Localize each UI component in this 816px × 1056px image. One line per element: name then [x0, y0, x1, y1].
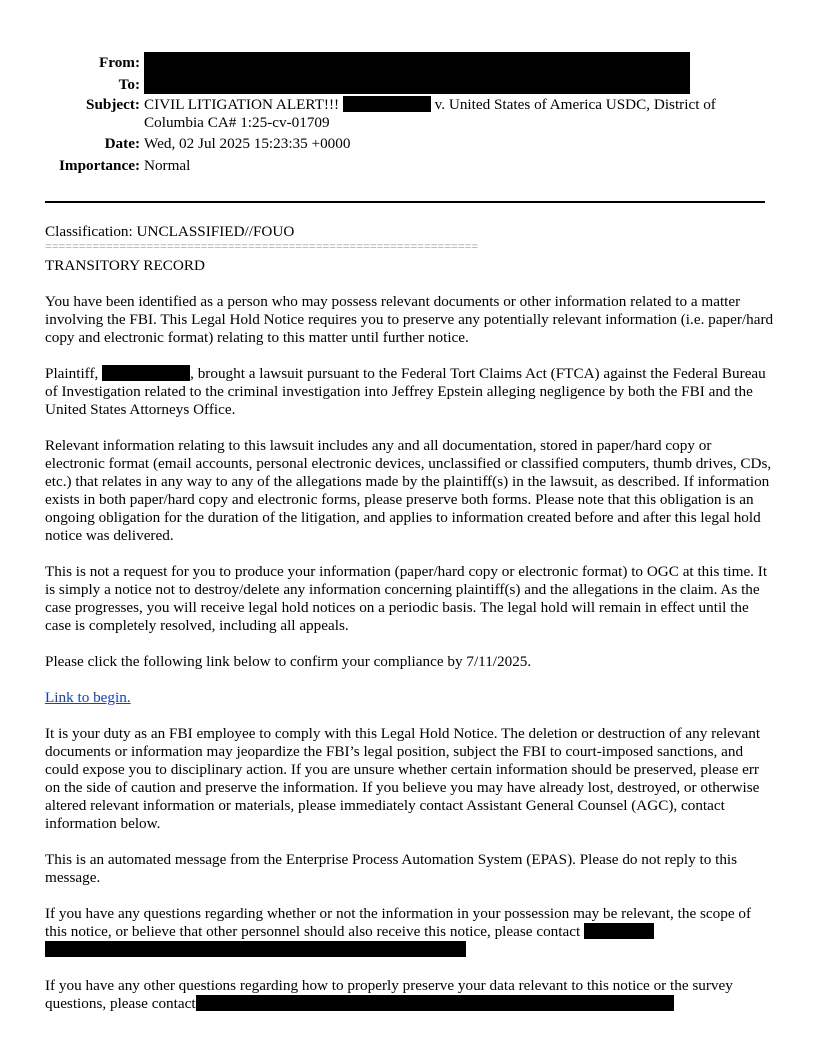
paragraph-plaintiff	[45, 365, 775, 419]
paragraph-confirm: Please click the following link below to confirm your compliance by 7/11/2025.	[45, 653, 532, 670]
subject-label: Subject:	[86, 96, 140, 113]
other-questions-text: If you have any other questions regarding how to properly preserve your data relevant to this notice or the survey questions, please contact	[45, 977, 733, 1012]
importance-row	[0, 157, 816, 175]
paragraph-identified: You have been identified as a person who may possess relevant documents or other information related to a matter involving the FBI. This Legal Hold Notice requires you to preserve any potentially relevant information (i.e. paper/hard copy and electronic format) relating to this matter until further notice.	[45, 293, 774, 346]
redaction-contact-1a	[584, 923, 654, 939]
paragraph-questions	[45, 905, 775, 959]
redaction-from	[144, 52, 690, 74]
redaction-subject	[343, 96, 431, 112]
header-divider	[45, 201, 765, 203]
paragraph-relevant-information: Relevant information relating to this lawsuit includes any and all documentation, stored in paper/hard copy or electronic format (email accounts, personal electronic devices, unclassified or classified computers, thumb drives, CDs, etc.) that relates in any way to any of the allegations made by the plaintiff(s) in the lawsuit, as described. If information exists in both paper/hard copy and electronic forms, please preserve both forms. Please note that this obligation is an ongoing obligation for the duration of the litigation, and applies to information created before and after this legal hold notice was delivered.	[45, 437, 772, 544]
questions-text: If you have any questions regarding whether or not the information in your possession may be relevant, the scope of this notice, or believe that other personnel should also receive this notice, please contact	[45, 905, 752, 940]
date-value: Wed, 02 Jul 2025 15:23:35 +0000	[144, 135, 351, 152]
paragraph-not-a-request: This is not a request for you to produce your information (paper/hard copy or electronic format) to OGC at this time. It is simply a notice not to destroy/delete any information concerning plaintiff(s) and the allegations in the claim. As the case progresses, you will receive legal hold notices on a periodic basis. The legal hold will remain in effect until the case is completely resolved, including all appeals.	[45, 563, 768, 634]
redaction-to	[144, 72, 690, 94]
email-body	[45, 223, 775, 1031]
subject-text-2: v. United States of America USDC, District of Columbia CA# 1:25-cv-01709	[144, 96, 716, 131]
importance-value: Normal	[144, 157, 191, 174]
paragraph-duty: It is your duty as an FBI employee to comply with this Legal Hold Notice. The deletion or destruction of any relevant documents or information may jeopardize the FBI’s legal position, subject the FBI to court-imposed sanctions, and could expose you to disciplinary action. If you are unsure whether certain information should be preserved, please err on the side of caution and preserve the information. If you believe you may have already lost, destroyed, or otherwise altered relevant information or materials, please immediately contact Assistant General Counsel (AGC), contact information below.	[45, 725, 761, 832]
subject-text-1: CIVIL LITIGATION ALERT!!!	[144, 96, 340, 113]
redaction-contact-1b	[45, 941, 466, 957]
subject-value	[144, 96, 756, 132]
transitory-record: TRANSITORY RECORD	[45, 257, 205, 274]
separator-line: ================================================================	[45, 241, 479, 253]
plaintiff-suffix: , brought a lawsuit pursuant to the Federal Tort Claims Act (FTCA) against the Federal Bureau of Investigation related to the criminal investigation into Jeffrey Epstein alleging negligence by both the FBI and the United States Attorneys Office.	[45, 365, 766, 418]
date-row	[0, 135, 816, 153]
paragraph-other-questions	[45, 977, 775, 1013]
importance-label: Importance:	[59, 157, 140, 174]
from-row	[0, 52, 816, 74]
redaction-contact-2	[196, 995, 674, 1011]
to-row	[0, 74, 816, 96]
paragraph-automated: This is an automated message from the Enterprise Process Automation System (EPAS). Please do not reply to this message.	[45, 851, 738, 886]
redaction-plaintiff	[102, 365, 190, 381]
from-label: From:	[98, 54, 140, 71]
plaintiff-prefix: Plaintiff,	[45, 365, 99, 382]
link-paragraph	[45, 689, 775, 707]
classification-line: Classification: UNCLASSIFIED//FOUO	[45, 223, 295, 240]
subject-row	[0, 96, 816, 132]
date-label: Date:	[104, 135, 140, 152]
to-label: To:	[118, 76, 140, 93]
email-header	[0, 52, 816, 175]
link-to-begin[interactable]: Link to begin.	[45, 689, 131, 706]
